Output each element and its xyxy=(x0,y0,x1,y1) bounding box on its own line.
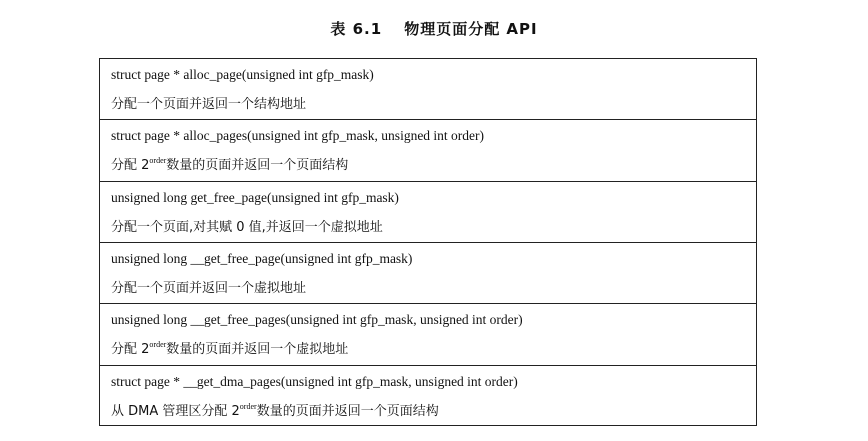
function-signature: unsigned long get_free_page(unsigned int gfp_mask) xyxy=(111,190,399,205)
function-description: 分配 $2^{order}$数量的页面并返回一个虚拟地址 xyxy=(111,340,349,357)
table-row xyxy=(100,182,756,243)
function-signature: unsigned long __get_free_page(unsigned int gfp_mask) xyxy=(111,251,413,266)
table-row xyxy=(100,366,756,425)
function-signature: struct page * alloc_pages(unsigned int gfp_mask, unsigned int order) xyxy=(111,128,485,143)
function-description: 分配 $2^{order}$数量的页面并返回一个页面结构 xyxy=(111,156,349,173)
table-row xyxy=(100,304,756,366)
api-table xyxy=(99,58,757,426)
table-caption xyxy=(0,18,868,39)
function-description: 分配一个页面,对其赋 0 值,并返回一个虚拟地址 xyxy=(111,220,383,235)
table-row xyxy=(100,243,756,304)
table-label: 表 6.1 xyxy=(330,20,383,38)
function-description: 分配一个页面并返回一个结构地址 xyxy=(111,97,307,112)
function-signature: unsigned long __get_free_pages(unsigned int gfp_mask, unsigned int order) xyxy=(111,312,523,327)
function-signature: struct page * __get_dma_pages(unsigned int gfp_mask, unsigned int order) xyxy=(111,374,518,389)
function-signature: struct page * alloc_page(unsigned int gfp_mask) xyxy=(111,67,374,82)
table-row xyxy=(100,59,756,120)
table-row xyxy=(100,120,756,182)
table-title: 物理页面分配 API xyxy=(404,20,538,38)
function-description: 分配一个页面并返回一个虚拟地址 xyxy=(111,281,307,296)
function-description: 从 DMA 管理区分配 $2^{order}$数量的页面并返回一个页面结构 xyxy=(111,402,439,419)
